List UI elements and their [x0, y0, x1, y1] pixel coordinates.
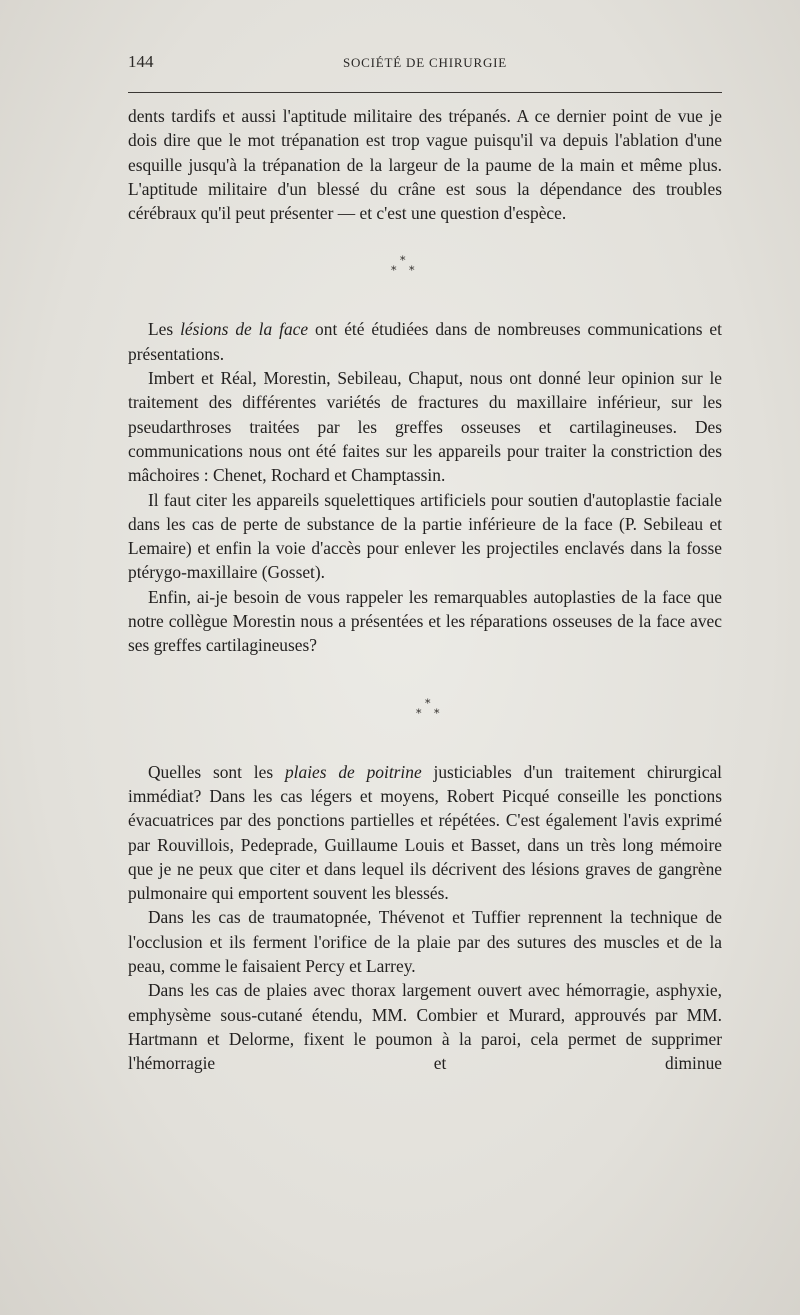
section-separator: * * *	[416, 696, 440, 720]
paragraph-traumatopnea: Dans les cas de traumatopnée, Thévenot et Tuffier reprennent la technique de l'occlusion et ils ferment l'orifice de la plaie par des sutures des muscles et de la peau, comme le faisaient Percy et Larrey.	[128, 907, 722, 977]
paragraph-open-thorax: Dans les cas de plaies avec thorax largement ouvert avec hémorragie, asphyxie, emphysème sous-cutané étendu, MM. Combier et Murard, approuvés par MM. Hartmann et Delorme, fixent le poumon à la paroi, cela permet de supprimer l'hémorragie et diminue	[128, 980, 722, 1074]
paragraph-chest-wounds	[128, 760, 722, 906]
paragraph-autoplasties: Enfin, ai-je besoin de vous rappeler les remarquables autoplasties de la face que notre collègue Morestin nous a présentées et les réparations osseuses de la face avec ses greffes cartilagineuses?	[128, 586, 722, 656]
paragraph-fractures: Imbert et Réal, Morestin, Sebileau, Chaput, nous ont donné leur opinion sur le traitement des différentes variétés de fractures du maxillaire inférieur, sur les pseudarthroses traitées par les greffes osseuses et cartilagineuses. Des communications nous ont été faites sur les appareils pour traiter la constriction des mâchoires : Chenet, Rochard et Champtassin.	[128, 368, 722, 486]
paragraph-face-lesions	[128, 317, 722, 366]
paragraph-appliances: Il faut citer les appareils squelettiques artificiels pour soutien d'autoplastie faciale dans les cas de perte de substance de la partie inférieure de la face (P. Sebileau et Lemaire) et enfin la voie d'accès pour enlever les projectiles enclavés dans la fosse ptérygo-maxillaire (Gosset).	[128, 489, 722, 583]
page-number: 144	[128, 52, 154, 71]
paragraph-text: Quelles sont les	[148, 761, 285, 782]
body-text	[128, 104, 722, 1076]
page-header	[128, 52, 722, 80]
topic-emphasis: lésions de la face	[180, 319, 309, 340]
running-title: SOCIÉTÉ DE CHIRURGIE	[342, 55, 508, 70]
topic-emphasis: plaies de poitrine	[284, 761, 422, 782]
section-separator: * * *	[391, 254, 415, 278]
paragraph-text: ont été étudiées dans de nombreuses communications et présentations.	[128, 319, 722, 364]
paragraph-text: justiciables d'un traitement chirurgical immédiat? Dans les cas légers et moyens, Robert Picqué conseille les ponctions évacuatrices par des ponctions partielles et répétées. C'est également l'avis exprimé par Rouvillois, Pedeprade, Guillaume Louis et Basset, dans un très long mémoire que je ne peux que citer et dans lequel ils décrivent des lésions graves de gangrène pulmonaire qui emportent souvent les blessés.	[128, 761, 723, 904]
paragraph-text: Les	[148, 319, 181, 340]
paragraph-continuation: dents tardifs et aussi l'aptitude militaire des trépanés. A ce dernier point de vue je dois dire que le mot trépanation est trop vague puisqu'il va depuis l'ablation d'une esquille jusqu'à la trépanation de la largeur de la paume de la main et même plus. L'aptitude militaire d'un blessé du crâne est sous la dépendance des troubles cérébraux qu'il peut présenter — et c'est une question d'espèce.	[128, 106, 722, 224]
header-rule	[128, 92, 722, 93]
